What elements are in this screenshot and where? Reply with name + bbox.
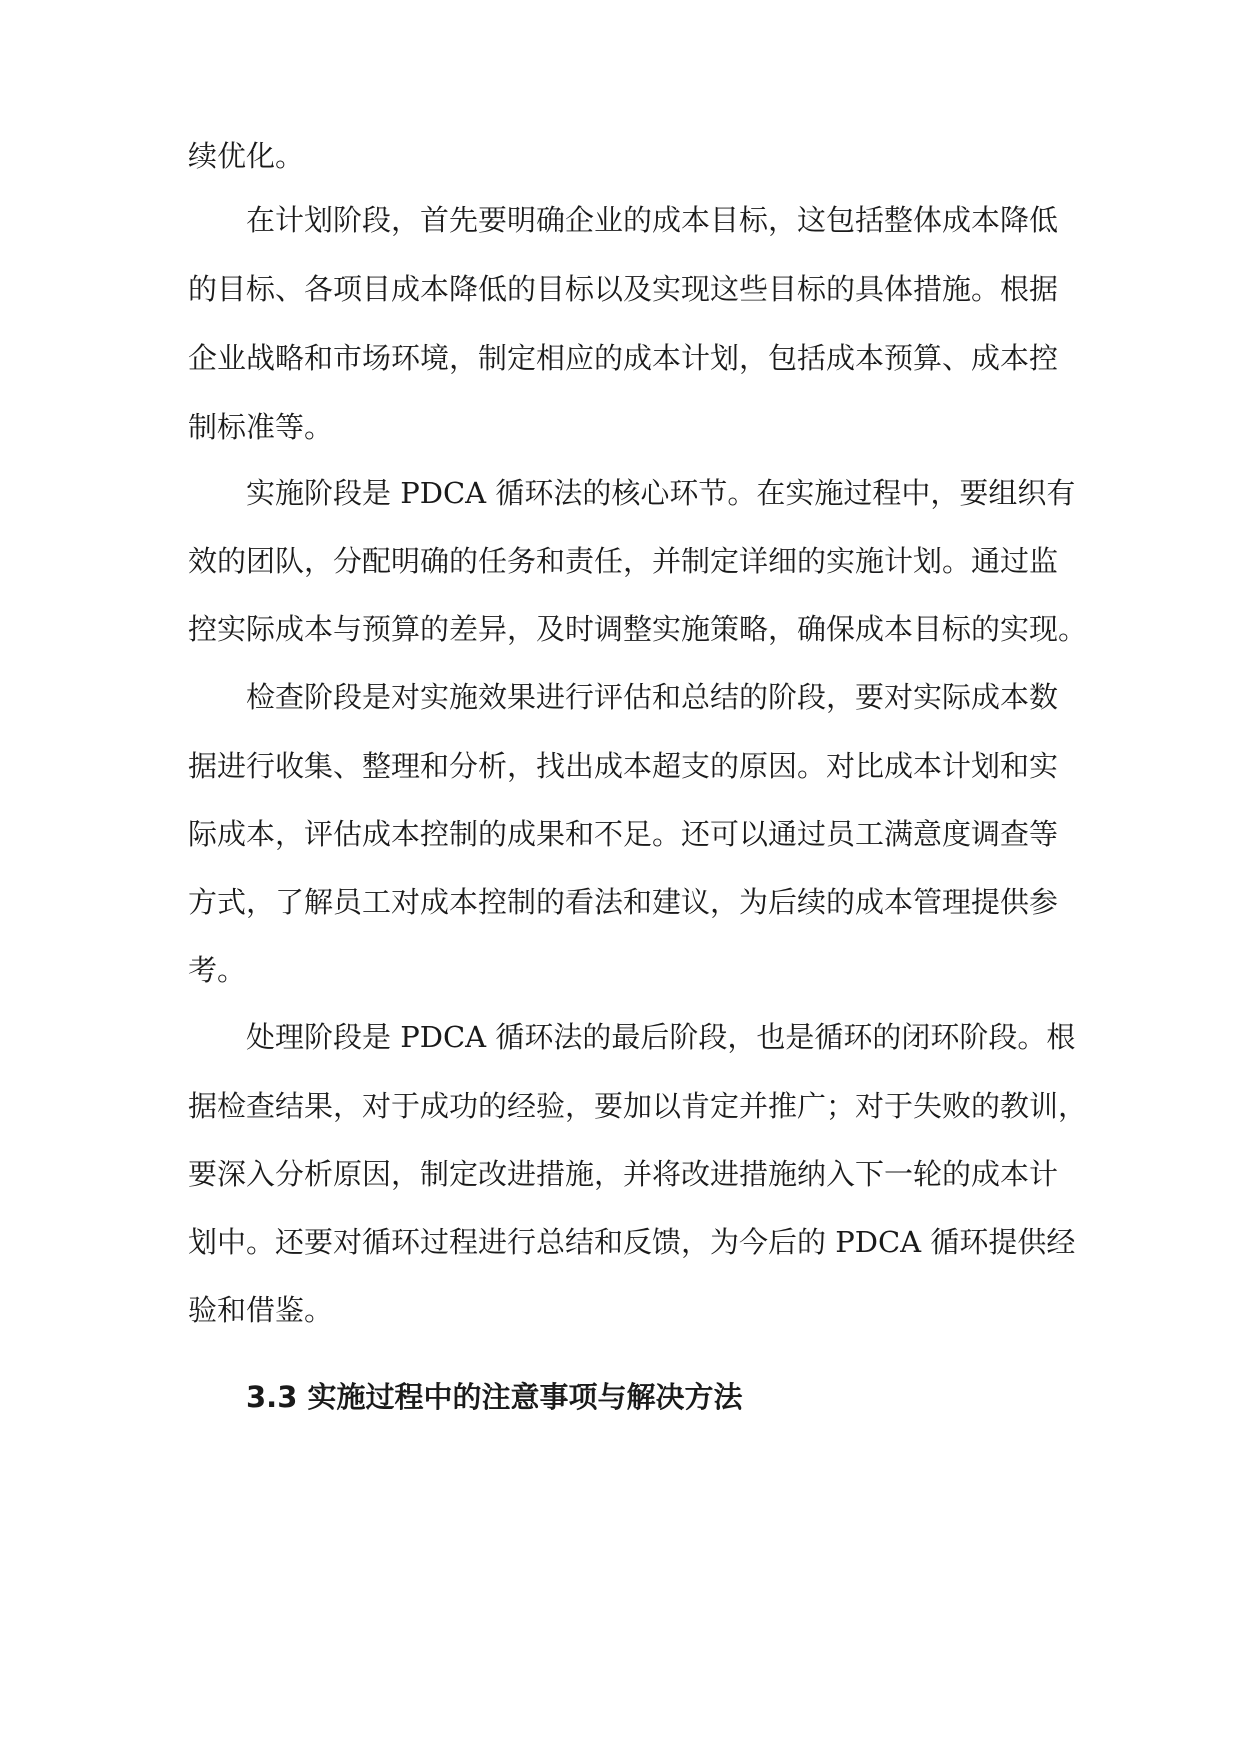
paragraph-3-line-4: 方式，了解员工对成本控制的看法和建议，为后续的成本管理提供参	[188, 885, 1059, 919]
paragraph-1-line-1: 在计划阶段，首先要明确企业的成本目标，这包括整体成本降低	[246, 203, 1059, 237]
paragraph-continuation-line: 续优化。	[188, 139, 305, 173]
paragraph-4-line-4: 划中。还要对循环过程进行总结和反馈，为今后的 PDCA 循环提供经	[188, 1225, 1076, 1259]
paragraph-1-line-2: 的目标、各项目成本降低的目标以及实现这些目标的具体措施。根据	[188, 272, 1059, 306]
paragraph-4-line-3: 要深入分析原因，制定改进措施，并将改进措施纳入下一轮的成本计	[188, 1157, 1059, 1191]
section-heading: 3.3 实施过程中的注意事项与解决方法	[246, 1380, 743, 1414]
paragraph-2-line-1: 实施阶段是 PDCA 循环法的核心环节。在实施过程中，要组织有	[246, 476, 1076, 510]
paragraph-4-line-2: 据检查结果，对于成功的经验，要加以肯定并推广；对于失败的教训，	[188, 1089, 1088, 1123]
paragraph-3-line-3: 际成本，评估成本控制的成果和不足。还可以通过员工满意度调查等	[188, 817, 1059, 851]
paragraph-2-line-3: 控实际成本与预算的差异，及时调整实施策略，确保成本目标的实现。	[188, 612, 1088, 646]
paragraph-1-line-3: 企业战略和市场环境，制定相应的成本计划，包括成本预算、成本控	[188, 341, 1059, 375]
paragraph-2-line-2: 效的团队，分配明确的任务和责任，并制定详细的实施计划。通过监	[188, 544, 1059, 578]
paragraph-3-line-5: 考。	[188, 953, 247, 987]
paragraph-3-line-1: 检查阶段是对实施效果进行评估和总结的阶段，要对实际成本数	[246, 680, 1059, 714]
paragraph-4-line-5: 验和借鉴。	[188, 1293, 334, 1327]
paragraph-4-line-1: 处理阶段是 PDCA 循环法的最后阶段，也是循环的闭环阶段。根	[246, 1020, 1076, 1054]
paragraph-3-line-2: 据进行收集、整理和分析，找出成本超支的原因。对比成本计划和实	[188, 749, 1059, 783]
paragraph-1-line-4: 制标准等。	[188, 410, 334, 444]
